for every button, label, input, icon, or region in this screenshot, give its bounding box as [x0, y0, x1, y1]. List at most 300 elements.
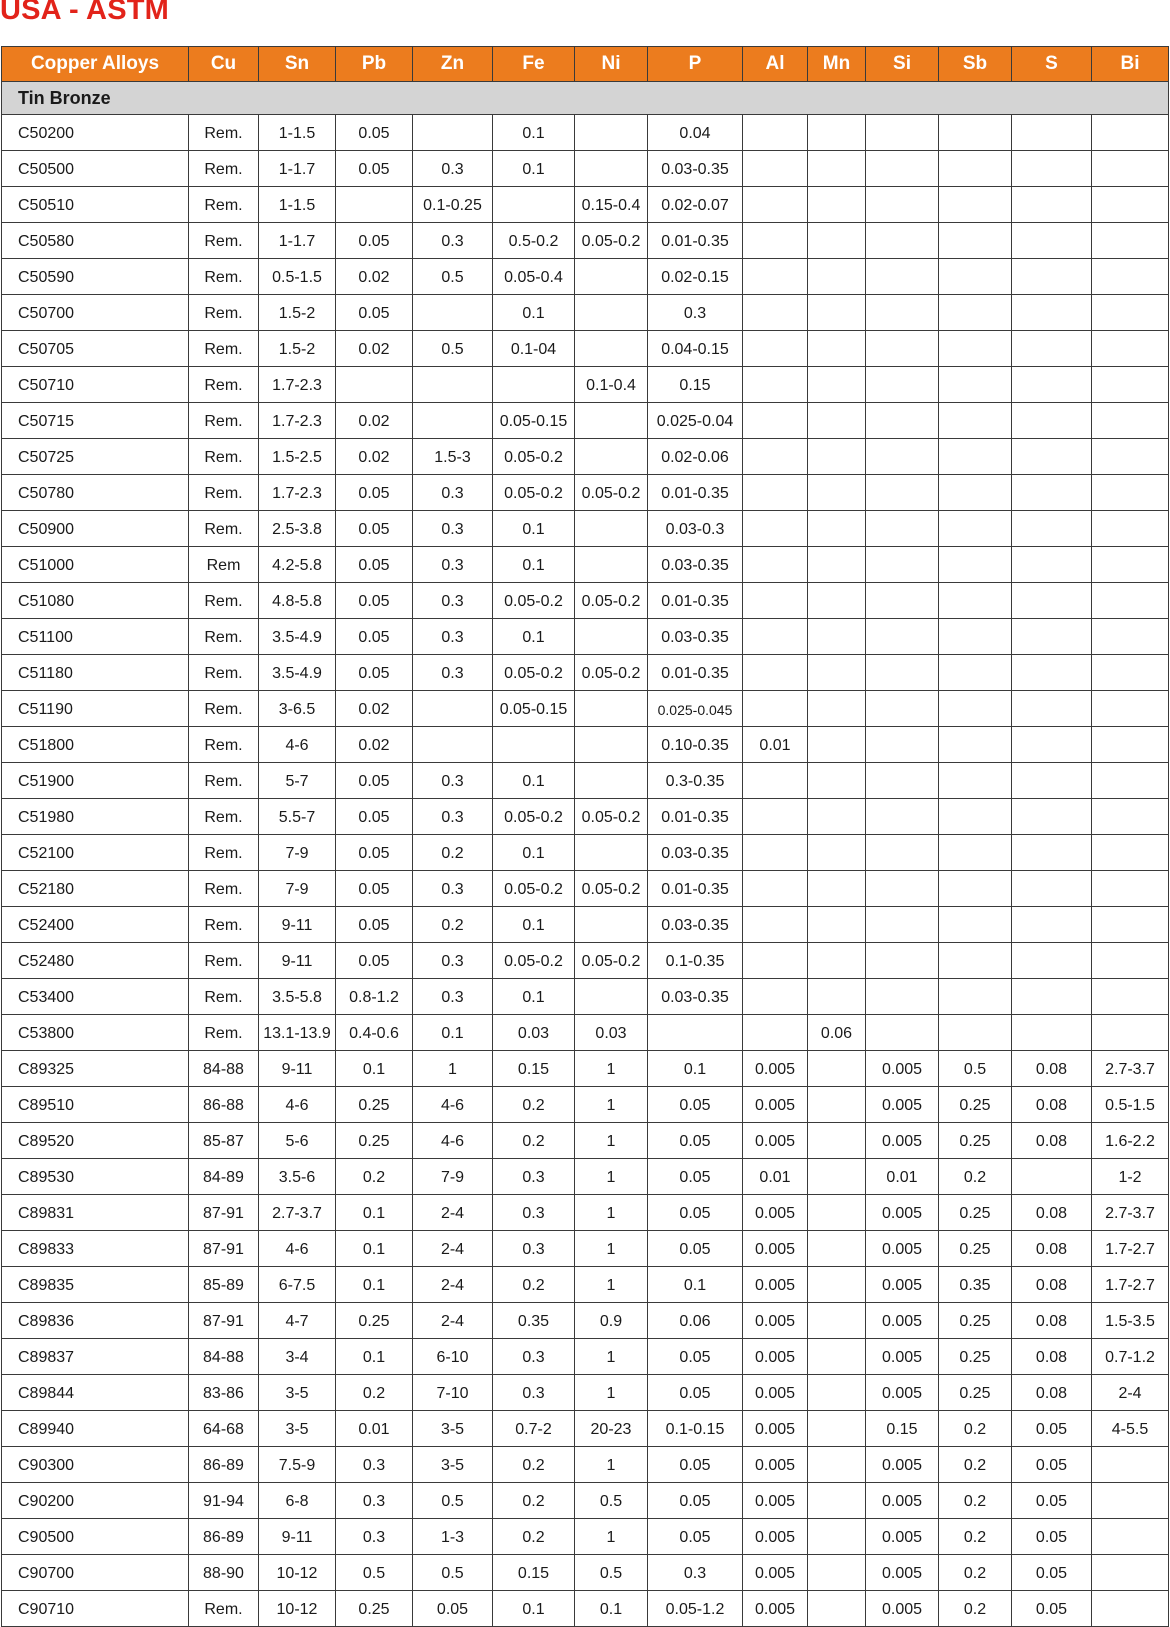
cell-pb: 0.02: [336, 259, 413, 295]
cell-mn: [808, 979, 866, 1015]
cell-p: 0.3: [648, 295, 743, 331]
table-row: [2, 475, 1169, 511]
alloy-name-cell: C51900: [2, 763, 189, 799]
cell-al: [743, 331, 808, 367]
cell-si: [866, 475, 939, 511]
cell-bi: [1092, 1519, 1169, 1555]
cell-mn: [808, 1195, 866, 1231]
cell-zn: 2-4: [413, 1303, 493, 1339]
cell-mn: [808, 1159, 866, 1195]
cell-zn: 0.3: [413, 943, 493, 979]
cell-cu: 86-88: [189, 1087, 259, 1123]
cell-mn: [808, 1267, 866, 1303]
cell-fe: 0.1: [493, 835, 575, 871]
cell-bi: [1092, 115, 1169, 151]
cell-sn: 9-11: [259, 907, 336, 943]
cell-mn: [808, 547, 866, 583]
cell-zn: 0.3: [413, 547, 493, 583]
cell-si: 0.005: [866, 1591, 939, 1627]
cell-p: 0.05: [648, 1447, 743, 1483]
cell-bi: [1092, 1483, 1169, 1519]
cell-sn: 7-9: [259, 835, 336, 871]
cell-pb: 0.05: [336, 475, 413, 511]
cell-al: 0.005: [743, 1195, 808, 1231]
alloy-name-cell: C50780: [2, 475, 189, 511]
cell-ni: 0.5: [575, 1555, 648, 1591]
table-row: [2, 439, 1169, 475]
cell-bi: 4-5.5: [1092, 1411, 1169, 1447]
cell-s: [1012, 547, 1092, 583]
cell-s: [1012, 799, 1092, 835]
cell-mn: [808, 331, 866, 367]
cell-mn: [808, 259, 866, 295]
cell-ni: [575, 115, 648, 151]
cell-p: 0.03-0.35: [648, 979, 743, 1015]
cell-sb: [939, 943, 1012, 979]
cell-pb: 0.25: [336, 1303, 413, 1339]
cell-al: [743, 403, 808, 439]
alloy-name-cell: C51100: [2, 619, 189, 655]
cell-mn: [808, 655, 866, 691]
cell-cu: Rem.: [189, 475, 259, 511]
cell-si: 0.005: [866, 1483, 939, 1519]
cell-zn: 0.3: [413, 475, 493, 511]
cell-bi: 2-4: [1092, 1375, 1169, 1411]
table-row: [2, 1123, 1169, 1159]
cell-mn: [808, 727, 866, 763]
cell-si: [866, 727, 939, 763]
cell-s: [1012, 331, 1092, 367]
cell-si: 0.005: [866, 1123, 939, 1159]
cell-sb: 0.2: [939, 1411, 1012, 1447]
cell-s: [1012, 475, 1092, 511]
cell-zn: 0.05: [413, 1591, 493, 1627]
cell-cu: Rem.: [189, 295, 259, 331]
cell-p: 0.02-0.07: [648, 187, 743, 223]
cell-fe: 0.1: [493, 907, 575, 943]
column-header-pb: Pb: [336, 47, 413, 82]
section-title: Tin Bronze: [2, 82, 1169, 115]
section-row: [2, 82, 1169, 115]
cell-mn: [808, 439, 866, 475]
cell-pb: 0.2: [336, 1159, 413, 1195]
alloy-name-cell: C51000: [2, 547, 189, 583]
cell-zn: 0.3: [413, 871, 493, 907]
table-row: [2, 655, 1169, 691]
cell-sn: 2.7-3.7: [259, 1195, 336, 1231]
cell-s: 0.08: [1012, 1339, 1092, 1375]
cell-ni: 0.9: [575, 1303, 648, 1339]
cell-cu: Rem.: [189, 331, 259, 367]
cell-si: [866, 799, 939, 835]
cell-si: 0.005: [866, 1339, 939, 1375]
table-row: [2, 1339, 1169, 1375]
cell-al: [743, 835, 808, 871]
cell-s: 0.05: [1012, 1411, 1092, 1447]
cell-sb: 0.2: [939, 1519, 1012, 1555]
cell-ni: 1: [575, 1051, 648, 1087]
cell-pb: 0.02: [336, 439, 413, 475]
cell-al: [743, 619, 808, 655]
cell-al: [743, 439, 808, 475]
cell-ni: 0.05-0.2: [575, 871, 648, 907]
cell-s: [1012, 691, 1092, 727]
table-row: [2, 907, 1169, 943]
cell-si: [866, 835, 939, 871]
cell-s: [1012, 619, 1092, 655]
cell-fe: 0.1: [493, 619, 575, 655]
cell-bi: [1092, 1447, 1169, 1483]
alloy-name-cell: C50700: [2, 295, 189, 331]
cell-ni: 1: [575, 1195, 648, 1231]
cell-si: 0.01: [866, 1159, 939, 1195]
cell-ni: 1: [575, 1087, 648, 1123]
cell-s: [1012, 223, 1092, 259]
cell-pb: 0.05: [336, 799, 413, 835]
cell-mn: [808, 1483, 866, 1519]
cell-ni: 1: [575, 1339, 648, 1375]
cell-sb: 0.2: [939, 1483, 1012, 1519]
cell-sn: 4.2-5.8: [259, 547, 336, 583]
cell-sn: 3-5: [259, 1411, 336, 1447]
cell-sb: 0.5: [939, 1051, 1012, 1087]
table-row: [2, 187, 1169, 223]
cell-si: 0.005: [866, 1303, 939, 1339]
cell-al: 0.005: [743, 1123, 808, 1159]
alloy-name-cell: C52480: [2, 943, 189, 979]
cell-ni: 0.1-0.4: [575, 367, 648, 403]
cell-pb: 0.1: [336, 1051, 413, 1087]
cell-bi: [1092, 331, 1169, 367]
cell-p: 0.01-0.35: [648, 655, 743, 691]
cell-mn: [808, 799, 866, 835]
cell-ni: [575, 403, 648, 439]
table-row: [2, 619, 1169, 655]
cell-sb: 0.25: [939, 1087, 1012, 1123]
cell-s: [1012, 151, 1092, 187]
cell-cu: 83-86: [189, 1375, 259, 1411]
cell-al: [743, 583, 808, 619]
cell-pb: 0.25: [336, 1123, 413, 1159]
cell-bi: [1092, 799, 1169, 835]
cell-zn: 2-4: [413, 1195, 493, 1231]
cell-fe: 0.05-0.2: [493, 871, 575, 907]
table-row: [2, 871, 1169, 907]
cell-bi: [1092, 439, 1169, 475]
cell-cu: Rem.: [189, 151, 259, 187]
cell-ni: [575, 835, 648, 871]
cell-sb: [939, 727, 1012, 763]
column-header-zn: Zn: [413, 47, 493, 82]
cell-si: [866, 691, 939, 727]
cell-si: [866, 979, 939, 1015]
cell-zn: [413, 115, 493, 151]
cell-ni: 1: [575, 1519, 648, 1555]
cell-pb: 0.05: [336, 619, 413, 655]
cell-p: 0.05-1.2: [648, 1591, 743, 1627]
cell-sb: [939, 763, 1012, 799]
cell-al: 0.005: [743, 1555, 808, 1591]
cell-cu: Rem.: [189, 691, 259, 727]
cell-fe: 0.2: [493, 1519, 575, 1555]
cell-fe: 0.3: [493, 1195, 575, 1231]
cell-s: 0.08: [1012, 1375, 1092, 1411]
cell-si: [866, 259, 939, 295]
cell-cu: Rem.: [189, 367, 259, 403]
cell-zn: 2-4: [413, 1267, 493, 1303]
table-row: [2, 1159, 1169, 1195]
cell-p: 0.05: [648, 1339, 743, 1375]
column-header-copper-alloys: Copper Alloys: [2, 47, 189, 82]
cell-zn: 0.3: [413, 511, 493, 547]
cell-bi: [1092, 943, 1169, 979]
cell-pb: 0.05: [336, 295, 413, 331]
cell-sb: [939, 907, 1012, 943]
cell-sn: 1-1.7: [259, 151, 336, 187]
cell-cu: 64-68: [189, 1411, 259, 1447]
cell-mn: [808, 475, 866, 511]
cell-fe: 0.05-0.2: [493, 475, 575, 511]
cell-cu: 84-88: [189, 1051, 259, 1087]
table-row: [2, 835, 1169, 871]
cell-mn: [808, 691, 866, 727]
cell-cu: 87-91: [189, 1303, 259, 1339]
alloy-name-cell: C89530: [2, 1159, 189, 1195]
cell-ni: [575, 259, 648, 295]
table-row: [2, 547, 1169, 583]
table-row: [2, 763, 1169, 799]
cell-sb: [939, 511, 1012, 547]
cell-fe: 0.05-0.15: [493, 403, 575, 439]
cell-si: [866, 511, 939, 547]
cell-cu: Rem.: [189, 223, 259, 259]
cell-cu: 84-88: [189, 1339, 259, 1375]
cell-fe: [493, 367, 575, 403]
alloy-name-cell: C50200: [2, 115, 189, 151]
cell-mn: [808, 1051, 866, 1087]
cell-fe: 0.05-0.15: [493, 691, 575, 727]
cell-mn: [808, 115, 866, 151]
cell-ni: 0.05-0.2: [575, 223, 648, 259]
cell-cu: Rem.: [189, 763, 259, 799]
cell-mn: [808, 1411, 866, 1447]
cell-si: [866, 871, 939, 907]
cell-p: 0.01-0.35: [648, 799, 743, 835]
cell-si: 0.005: [866, 1051, 939, 1087]
cell-pb: 0.05: [336, 835, 413, 871]
cell-sb: [939, 151, 1012, 187]
cell-sn: 1.7-2.3: [259, 475, 336, 511]
cell-zn: 0.2: [413, 907, 493, 943]
cell-pb: 0.8-1.2: [336, 979, 413, 1015]
cell-si: 0.005: [866, 1375, 939, 1411]
cell-si: [866, 583, 939, 619]
cell-si: [866, 619, 939, 655]
cell-bi: [1092, 691, 1169, 727]
cell-zn: 1-3: [413, 1519, 493, 1555]
cell-ni: [575, 979, 648, 1015]
cell-sn: 4.8-5.8: [259, 583, 336, 619]
cell-pb: 0.3: [336, 1447, 413, 1483]
cell-sn: 5-7: [259, 763, 336, 799]
cell-ni: 1: [575, 1159, 648, 1195]
cell-s: 0.05: [1012, 1447, 1092, 1483]
alloy-name-cell: C51080: [2, 583, 189, 619]
cell-s: [1012, 943, 1092, 979]
cell-p: 0.03-0.35: [648, 151, 743, 187]
cell-p: 0.01-0.35: [648, 475, 743, 511]
table-row: [2, 1231, 1169, 1267]
cell-cu: Rem.: [189, 979, 259, 1015]
cell-bi: [1092, 259, 1169, 295]
cell-cu: 87-91: [189, 1195, 259, 1231]
cell-fe: 0.5-0.2: [493, 223, 575, 259]
cell-sb: [939, 331, 1012, 367]
cell-s: [1012, 295, 1092, 331]
cell-sn: 6-7.5: [259, 1267, 336, 1303]
cell-cu: Rem.: [189, 511, 259, 547]
cell-ni: 1: [575, 1267, 648, 1303]
cell-sn: 10-12: [259, 1591, 336, 1627]
table-row: [2, 1447, 1169, 1483]
cell-cu: Rem.: [189, 439, 259, 475]
table-row: [2, 1087, 1169, 1123]
column-header-bi: Bi: [1092, 47, 1169, 82]
cell-sn: 1-1.5: [259, 115, 336, 151]
cell-cu: Rem.: [189, 403, 259, 439]
cell-al: 0.01: [743, 1159, 808, 1195]
cell-fe: 0.3: [493, 1231, 575, 1267]
cell-sn: 3.5-5.8: [259, 979, 336, 1015]
cell-sn: 7.5-9: [259, 1447, 336, 1483]
cell-sb: [939, 187, 1012, 223]
cell-zn: 6-10: [413, 1339, 493, 1375]
cell-sb: [939, 259, 1012, 295]
cell-si: [866, 295, 939, 331]
cell-sb: 0.25: [939, 1339, 1012, 1375]
cell-cu: Rem: [189, 547, 259, 583]
column-header-mn: Mn: [808, 47, 866, 82]
cell-sb: [939, 619, 1012, 655]
cell-sn: 9-11: [259, 1051, 336, 1087]
cell-pb: 0.05: [336, 907, 413, 943]
cell-sb: [939, 115, 1012, 151]
cell-s: 0.05: [1012, 1483, 1092, 1519]
cell-fe: 0.2: [493, 1447, 575, 1483]
table-row: [2, 1591, 1169, 1627]
cell-fe: 0.1-04: [493, 331, 575, 367]
cell-bi: [1092, 403, 1169, 439]
cell-sn: 1-1.5: [259, 187, 336, 223]
alloy-name-cell: C50580: [2, 223, 189, 259]
cell-fe: 0.1: [493, 763, 575, 799]
cell-p: 0.02-0.06: [648, 439, 743, 475]
cell-p: 0.03-0.35: [648, 619, 743, 655]
cell-p: 0.05: [648, 1123, 743, 1159]
cell-p: [648, 1015, 743, 1051]
cell-zn: 0.3: [413, 763, 493, 799]
cell-sb: [939, 475, 1012, 511]
alloy-name-cell: C52100: [2, 835, 189, 871]
cell-fe: 0.3: [493, 1339, 575, 1375]
cell-p: 0.05: [648, 1375, 743, 1411]
alloy-name-cell: C50705: [2, 331, 189, 367]
cell-mn: [808, 943, 866, 979]
cell-sb: [939, 403, 1012, 439]
cell-p: 0.05: [648, 1519, 743, 1555]
page-title: USA - ASTM: [0, 0, 170, 26]
cell-al: 0.005: [743, 1411, 808, 1447]
cell-zn: 2-4: [413, 1231, 493, 1267]
cell-ni: 1: [575, 1231, 648, 1267]
cell-fe: 0.05-0.2: [493, 655, 575, 691]
cell-s: 0.08: [1012, 1267, 1092, 1303]
cell-s: [1012, 187, 1092, 223]
alloy-name-cell: C89831: [2, 1195, 189, 1231]
cell-sn: 13.1-13.9: [259, 1015, 336, 1051]
cell-zn: 0.3: [413, 979, 493, 1015]
cell-p: 0.1-0.15: [648, 1411, 743, 1447]
cell-sn: 4-7: [259, 1303, 336, 1339]
cell-sb: 0.25: [939, 1303, 1012, 1339]
alloy-name-cell: C89325: [2, 1051, 189, 1087]
cell-fe: 0.05-0.2: [493, 943, 575, 979]
cell-al: [743, 151, 808, 187]
column-header-sn: Sn: [259, 47, 336, 82]
cell-s: [1012, 511, 1092, 547]
alloy-name-cell: C51180: [2, 655, 189, 691]
cell-mn: [808, 223, 866, 259]
cell-si: 0.005: [866, 1555, 939, 1591]
table-row: [2, 1375, 1169, 1411]
cell-fe: 0.05-0.2: [493, 583, 575, 619]
alloy-name-cell: C89510: [2, 1087, 189, 1123]
cell-si: 0.005: [866, 1267, 939, 1303]
cell-ni: [575, 547, 648, 583]
cell-mn: [808, 1339, 866, 1375]
cell-sb: 0.25: [939, 1123, 1012, 1159]
cell-s: [1012, 1159, 1092, 1195]
cell-al: 0.005: [743, 1267, 808, 1303]
column-header-cu: Cu: [189, 47, 259, 82]
cell-bi: [1092, 511, 1169, 547]
cell-zn: 0.2: [413, 835, 493, 871]
alloy-name-cell: C89836: [2, 1303, 189, 1339]
cell-p: 0.05: [648, 1195, 743, 1231]
cell-ni: 0.1: [575, 1591, 648, 1627]
cell-al: 0.005: [743, 1519, 808, 1555]
cell-s: 0.05: [1012, 1591, 1092, 1627]
cell-sn: 7-9: [259, 871, 336, 907]
cell-si: 0.005: [866, 1195, 939, 1231]
cell-s: [1012, 835, 1092, 871]
cell-si: [866, 151, 939, 187]
cell-cu: Rem.: [189, 907, 259, 943]
cell-sb: 0.2: [939, 1591, 1012, 1627]
cell-s: [1012, 727, 1092, 763]
cell-cu: Rem.: [189, 259, 259, 295]
cell-si: [866, 655, 939, 691]
cell-mn: [808, 1591, 866, 1627]
cell-p: 0.03-0.35: [648, 835, 743, 871]
cell-cu: 91-94: [189, 1483, 259, 1519]
cell-p: 0.15: [648, 367, 743, 403]
cell-sn: 1.7-2.3: [259, 403, 336, 439]
cell-bi: 2.7-3.7: [1092, 1051, 1169, 1087]
cell-al: 0.01: [743, 727, 808, 763]
cell-ni: [575, 295, 648, 331]
cell-mn: [808, 763, 866, 799]
